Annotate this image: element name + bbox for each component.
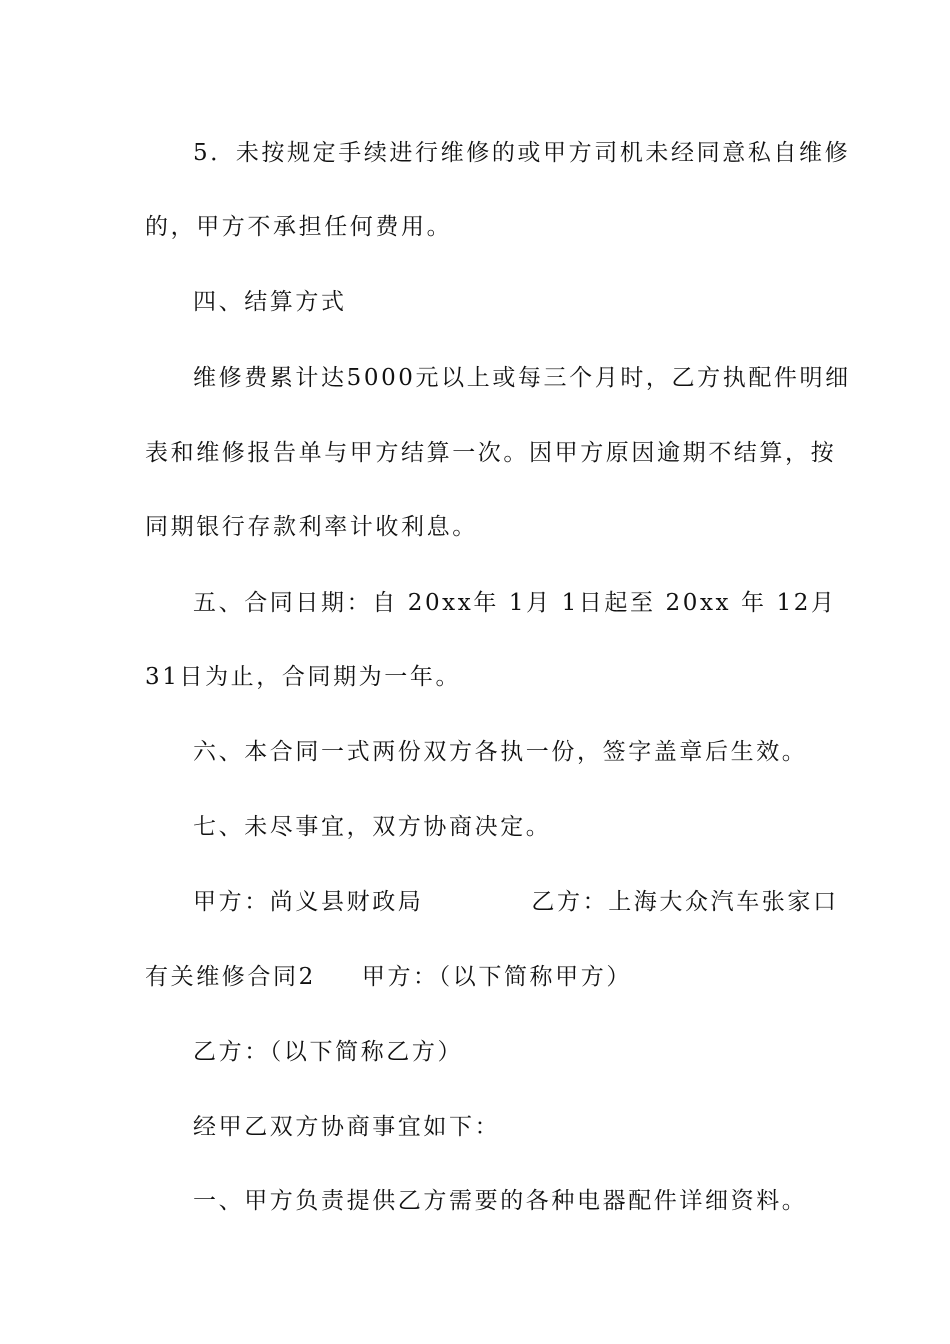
- party-a-label: 甲方：（以下简称甲方）: [361, 964, 632, 990]
- paragraph-line: 七、未尽事宜，双方协商决定。: [193, 814, 552, 840]
- party-b-signature: 乙方：上海大众汽车张家口: [531, 889, 839, 915]
- contract-title: 有关维修合同2: [145, 964, 316, 990]
- paragraph-line: 5．未按规定手续进行维修的或甲方司机未经同意私自维修: [193, 140, 851, 166]
- paragraph-line: 六、本合同一式两份双方各执一份，签字盖章后生效。: [193, 739, 808, 765]
- party-a-signature: 甲方：尚义县财政局: [193, 889, 424, 915]
- contract-title-line: [145, 962, 805, 992]
- paragraph-line: 五、合同日期：自 20xx年 1月 1日起至 20xx 年 12月: [193, 590, 837, 616]
- paragraph-line: 乙方：（以下简称乙方）: [193, 1039, 464, 1065]
- paragraph-line: 的，甲方不承担任何费用。: [145, 214, 453, 240]
- section-heading: 四、结算方式: [193, 289, 347, 315]
- paragraph-line: 维修费累计达5000元以上或每三个月时，乙方执配件明细: [193, 365, 851, 391]
- paragraph-line: 31日为止，合同期为一年。: [145, 664, 462, 690]
- paragraph-line: 表和维修报告单与甲方结算一次。因甲方原因逾期不结算，按: [145, 440, 837, 466]
- signature-line: [145, 887, 853, 917]
- paragraph-line: 同期银行存款利率计收利息。: [145, 514, 478, 540]
- paragraph-line: 经甲乙双方协商事宜如下：: [193, 1114, 501, 1140]
- paragraph-line: 一、甲方负责提供乙方需要的各种电器配件详细资料。: [193, 1188, 808, 1214]
